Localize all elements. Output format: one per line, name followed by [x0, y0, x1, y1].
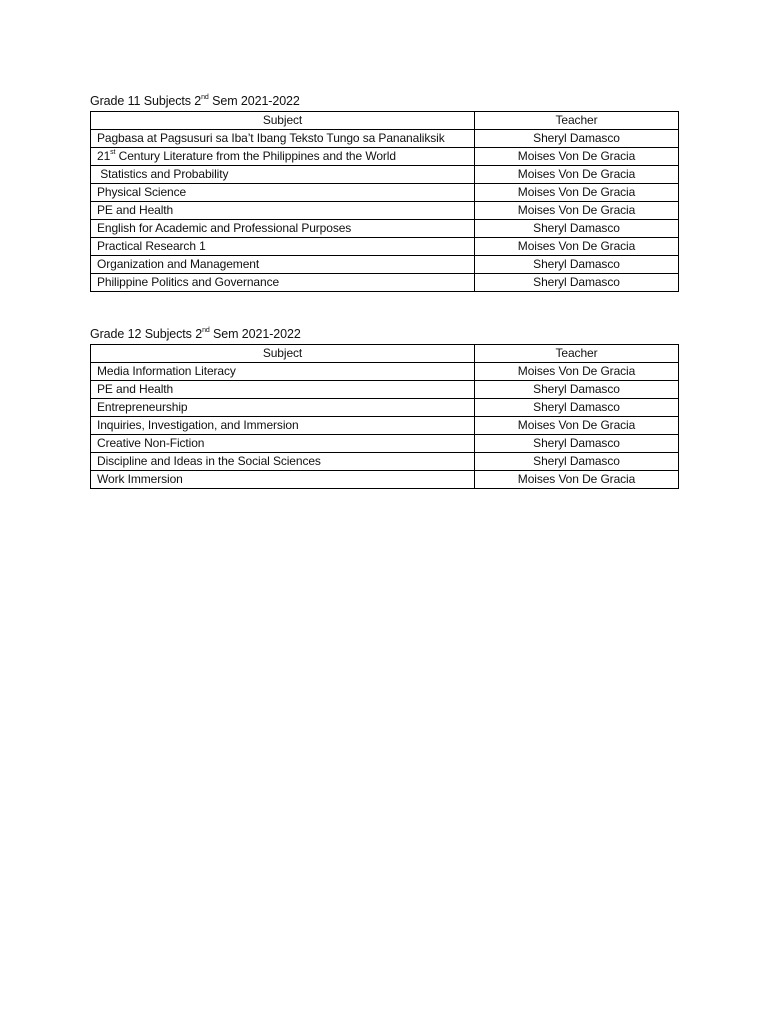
subject-cell: Physical Science	[91, 184, 475, 202]
table-row	[91, 453, 679, 471]
grade-12-caption	[90, 326, 678, 344]
table-header-row	[91, 112, 679, 130]
teacher-cell: Moises Von De Gracia	[475, 148, 679, 166]
subject-cell: Organization and Management	[91, 256, 475, 274]
teacher-cell: Moises Von De Gracia	[475, 166, 679, 184]
subject-cell: Statistics and Probability	[91, 166, 475, 184]
subject-cell: Practical Research 1	[91, 238, 475, 256]
teacher-cell: Sheryl Damasco	[475, 256, 679, 274]
teacher-column-header: Teacher	[475, 112, 679, 130]
subject-ordinal-suffix: st	[110, 149, 116, 156]
grade-12-caption-text: Grade 12 Subjects 2	[90, 327, 203, 341]
subject-cell: English for Academic and Professional Purposes	[91, 220, 475, 238]
table-row	[91, 435, 679, 453]
subject-cell: Pagbasa at Pagsusuri sa Iba’t Ibang Teksto Tungo sa Pananaliksik	[91, 130, 475, 148]
table-row	[91, 130, 679, 148]
table-row	[91, 238, 679, 256]
teacher-cell: Sheryl Damasco	[475, 130, 679, 148]
table-row	[91, 202, 679, 220]
table-row	[91, 363, 679, 381]
teacher-cell: Sheryl Damasco	[475, 399, 679, 417]
subject-cell: PE and Health	[91, 381, 475, 399]
subject-cell: Philippine Politics and Governance	[91, 274, 475, 292]
grade-12-section	[90, 326, 678, 489]
table-row	[91, 256, 679, 274]
teacher-cell: Moises Von De Gracia	[475, 471, 679, 489]
subject-column-header: Subject	[91, 112, 475, 130]
table-row	[91, 184, 679, 202]
table-row	[91, 381, 679, 399]
grade-11-caption-term: Sem 2021-2022	[208, 94, 300, 108]
subject-ordinal-number: 21	[97, 149, 111, 163]
subject-cell: PE and Health	[91, 202, 475, 220]
table-row	[91, 471, 679, 489]
table-row	[91, 220, 679, 238]
subject-column-header: Subject	[91, 345, 475, 363]
grade-12-caption-ordinal: nd	[202, 326, 210, 334]
teacher-cell: Sheryl Damasco	[475, 274, 679, 292]
grade-11-subjects-table	[90, 111, 679, 292]
table-row	[91, 148, 679, 166]
table-row	[91, 417, 679, 435]
table-row	[91, 274, 679, 292]
teacher-column-header: Teacher	[475, 345, 679, 363]
teacher-cell: Moises Von De Gracia	[475, 202, 679, 220]
subject-cell: Entrepreneurship	[91, 399, 475, 417]
table-row	[91, 399, 679, 417]
teacher-cell: Sheryl Damasco	[475, 220, 679, 238]
subject-cell: Work Immersion	[91, 471, 475, 489]
grade-11-caption	[90, 93, 678, 111]
grade-11-caption-text: Grade 11 Subjects 2	[90, 94, 202, 108]
teacher-cell: Moises Von De Gracia	[475, 238, 679, 256]
teacher-cell: Sheryl Damasco	[475, 435, 679, 453]
table-header-row	[91, 345, 679, 363]
teacher-cell: Moises Von De Gracia	[475, 417, 679, 435]
teacher-cell: Moises Von De Gracia	[475, 184, 679, 202]
subject-cell: Inquiries, Investigation, and Immersion	[91, 417, 475, 435]
grade-11-section	[90, 93, 678, 292]
grade-11-caption-ordinal: nd	[201, 93, 209, 101]
subject-cell	[91, 148, 475, 166]
subject-cell: Media Information Literacy	[91, 363, 475, 381]
subject-cell: Discipline and Ideas in the Social Sciences	[91, 453, 475, 471]
grade-12-caption-term: Sem 2021-2022	[209, 327, 301, 341]
subject-text: Century Literature from the Philippines and the World	[115, 149, 396, 163]
teacher-cell: Sheryl Damasco	[475, 453, 679, 471]
subject-cell: Creative Non-Fiction	[91, 435, 475, 453]
grade-12-subjects-table	[90, 344, 679, 489]
table-row	[91, 166, 679, 184]
teacher-cell: Moises Von De Gracia	[475, 363, 679, 381]
teacher-cell: Sheryl Damasco	[475, 381, 679, 399]
